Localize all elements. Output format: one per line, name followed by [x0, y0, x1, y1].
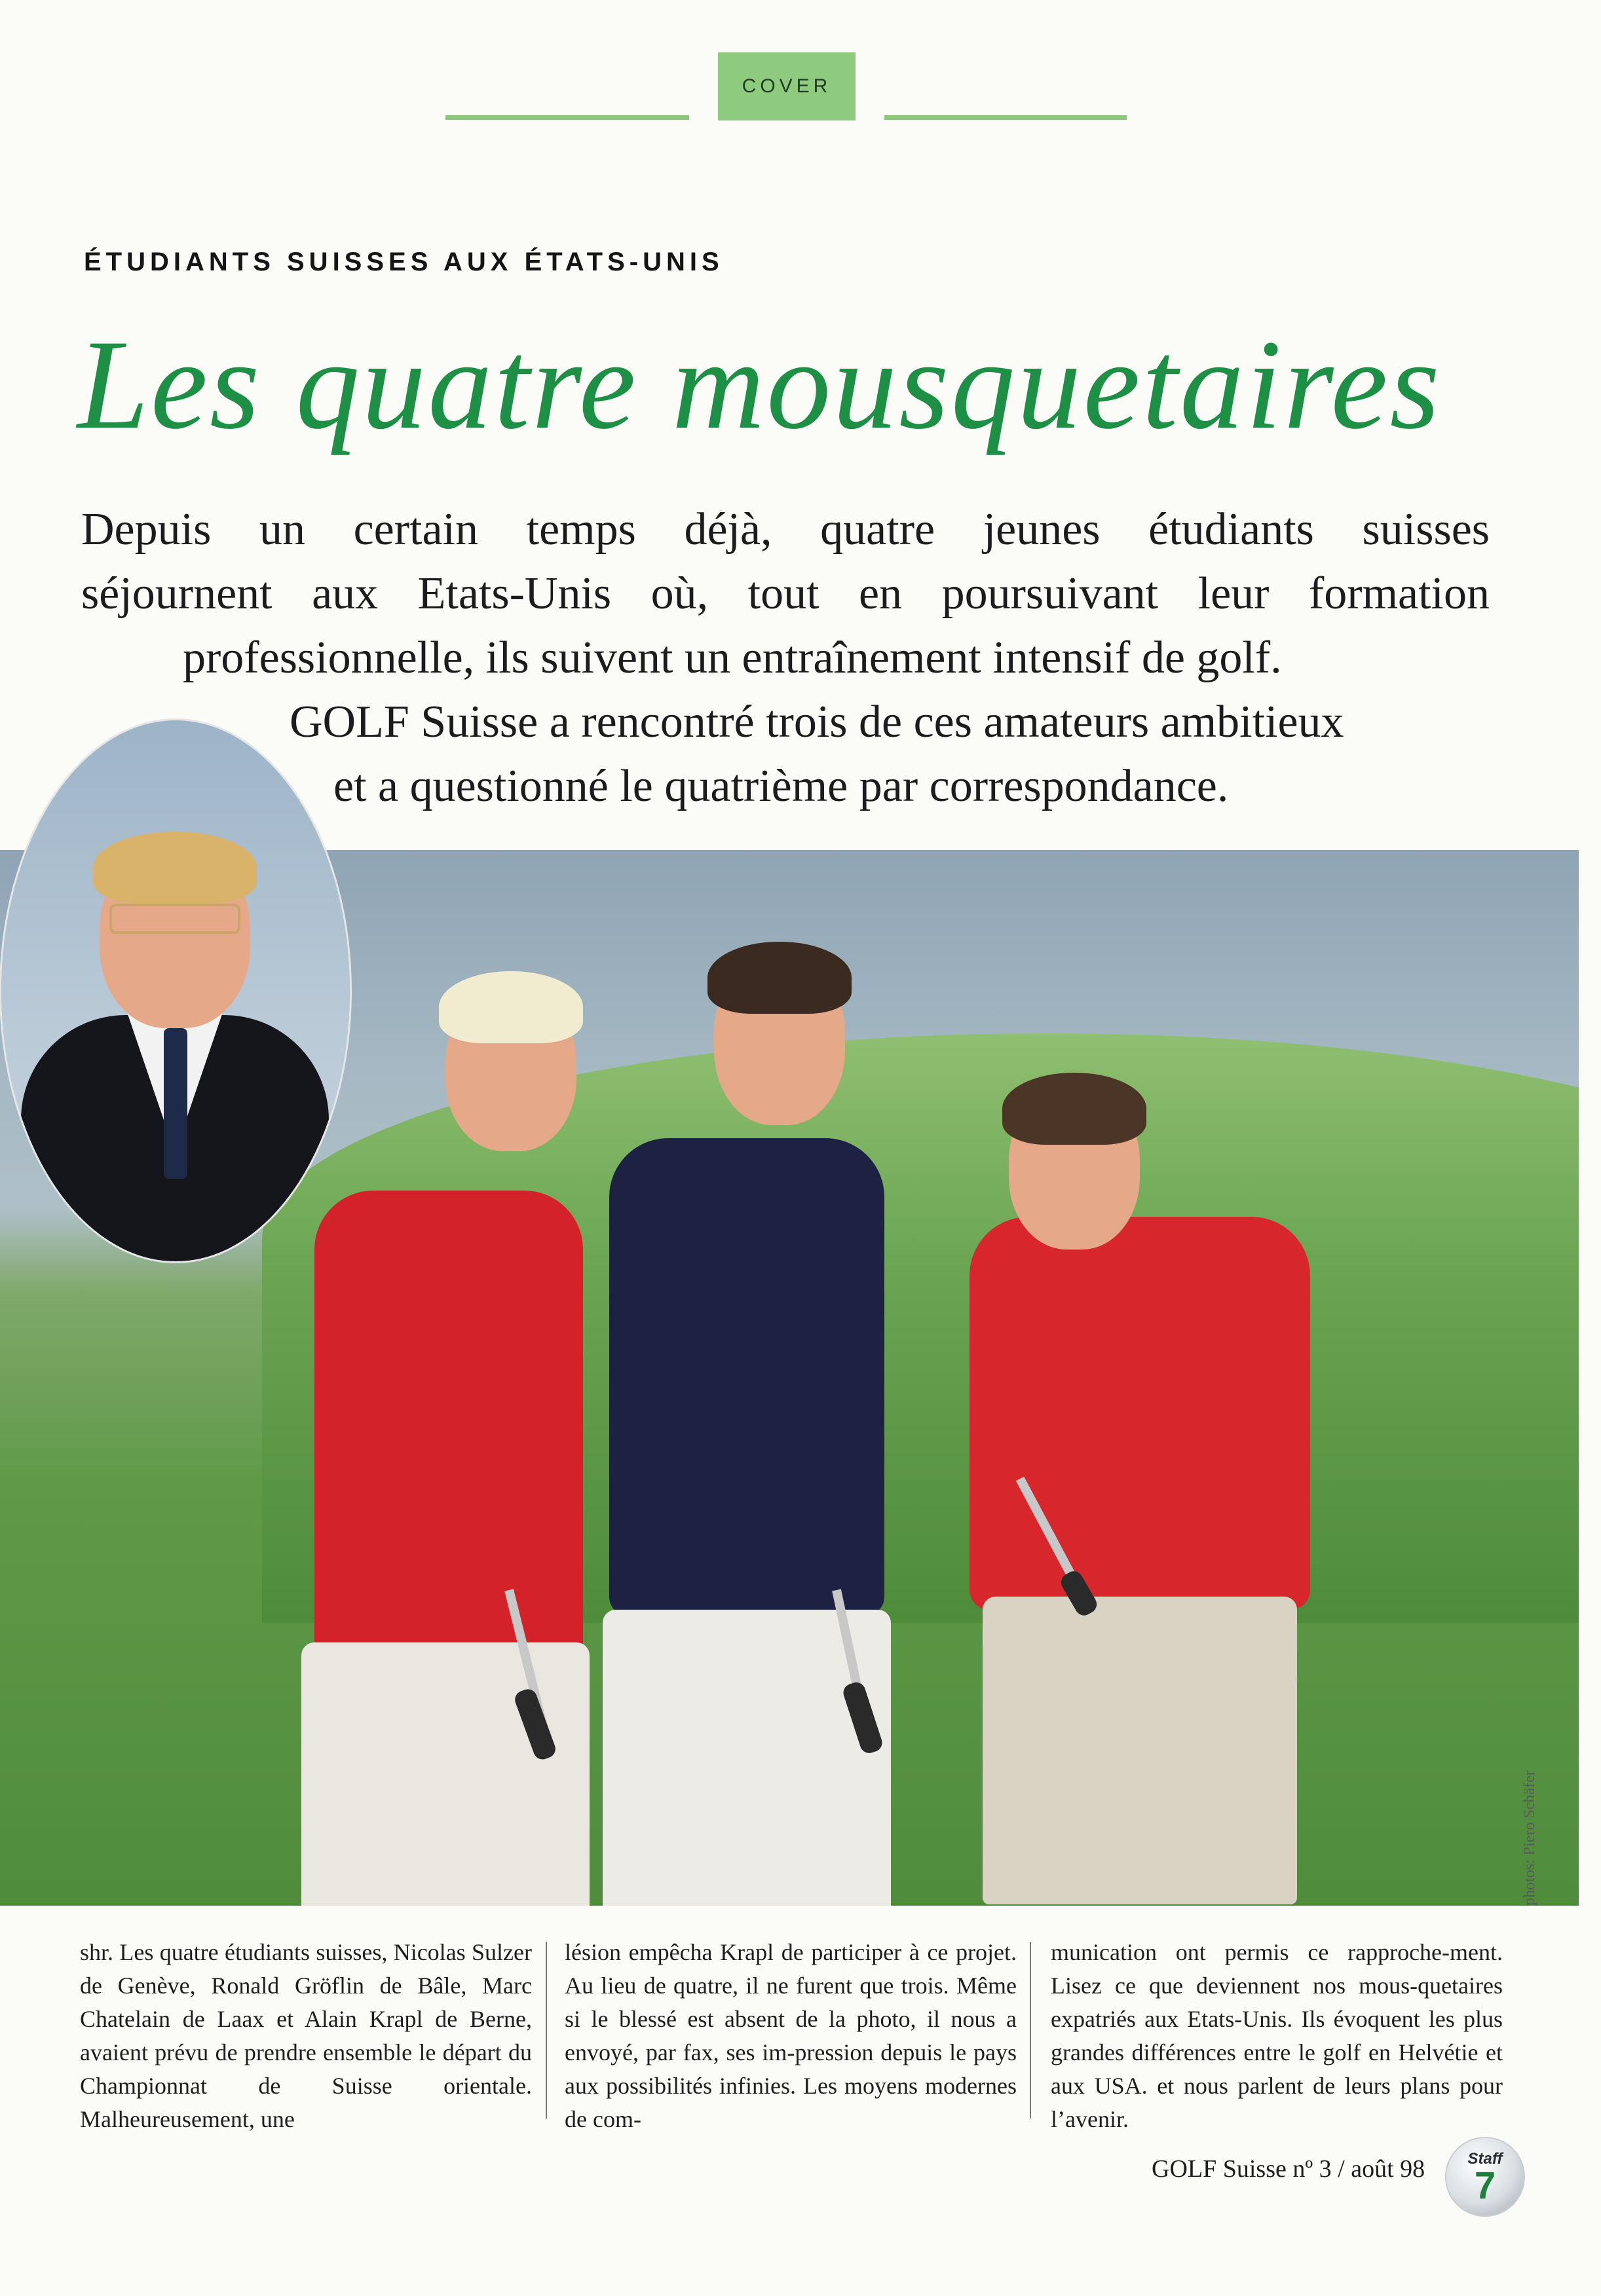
header-rule-right [884, 115, 1127, 120]
golfer-left [308, 935, 609, 1904]
dark-hair [707, 942, 852, 1014]
section-rubric [718, 52, 856, 120]
white-shorts [301, 1642, 590, 1906]
golfer-center [603, 902, 904, 1904]
tie [164, 1028, 187, 1179]
article-title: Les quatre mousquetaires [77, 314, 1442, 456]
lead-line: Depuis un certain temps déjà, quatre jeunes étudiants suisses [81, 504, 1490, 555]
khaki-shorts [983, 1597, 1297, 1904]
red-polo-shirt [970, 1217, 1310, 1610]
photo-credit: photos: Piero Schäfer [1521, 1770, 1538, 1906]
lead-line: GOLF Suisse a rencontré trois de ces amateurs ambitieux [290, 697, 1344, 747]
article-kicker: ÉTUDIANTS SUISSES AUX ÉTATS-UNIS [84, 248, 724, 276]
lead-line: séjournent aux Etats-Unis où, tout en poursuivant leur formation [81, 568, 1490, 619]
page-number: 7 [1474, 2164, 1496, 2207]
lead-line: professionnelle, ils suivent un entraînement intensif de golf. [183, 633, 1282, 683]
golfer-right [963, 1060, 1330, 1904]
section-rubric-label: COVER [742, 75, 832, 97]
article-lead [81, 498, 1490, 819]
inset-portrait [1, 720, 350, 1261]
red-polo-shirt [314, 1191, 583, 1662]
column-divider [546, 1942, 547, 2119]
column-divider [1030, 1942, 1031, 2119]
body-column-3: munication ont permis ce rapproche-ment. Lisez ce que deviennent nos mous-quetaires expatriés aux Etats-Unis. Ils évoquent les plus grandes différences entre le golf en Helvétie et aux USA. et nous parlent de leurs plans pour l’avenir. [1051, 1939, 1503, 2132]
page-folio: GOLF Suisse nº 3 / août 98 [1152, 2155, 1425, 2183]
header-rule-left [445, 115, 689, 120]
blond-hair [93, 832, 257, 904]
body-column-1: shr. Les quatre étudiants suisses, Nicolas Sulzer de Genève, Ronald Gröflin de Bâle, Marc Chatelain de Laax et Alain Krapl de Berne, avaient prévu de prendre ensemble le départ du Championnat de Suisse orientale. Malheureusement, une [80, 1939, 532, 2132]
staff-logo: Staff [1467, 2150, 1503, 2168]
blond-hair [439, 971, 583, 1043]
dark-hair [1002, 1073, 1146, 1145]
body-column-2: lésion empêcha Krapl de participer à ce projet. Au lieu de quatre, il ne furent que trois. Même si le blessé est absent de la photo, il nous a envoyé, par fax, ses im-pression depuis le pays aux possibilités infinies. Les moyens modernes de com- [565, 1939, 1017, 2132]
glasses [109, 904, 240, 934]
navy-polo-shirt [609, 1138, 884, 1616]
lead-line: et a questionné le quatrième par correspondance. [333, 761, 1229, 811]
page-badge [1446, 2138, 1524, 2215]
